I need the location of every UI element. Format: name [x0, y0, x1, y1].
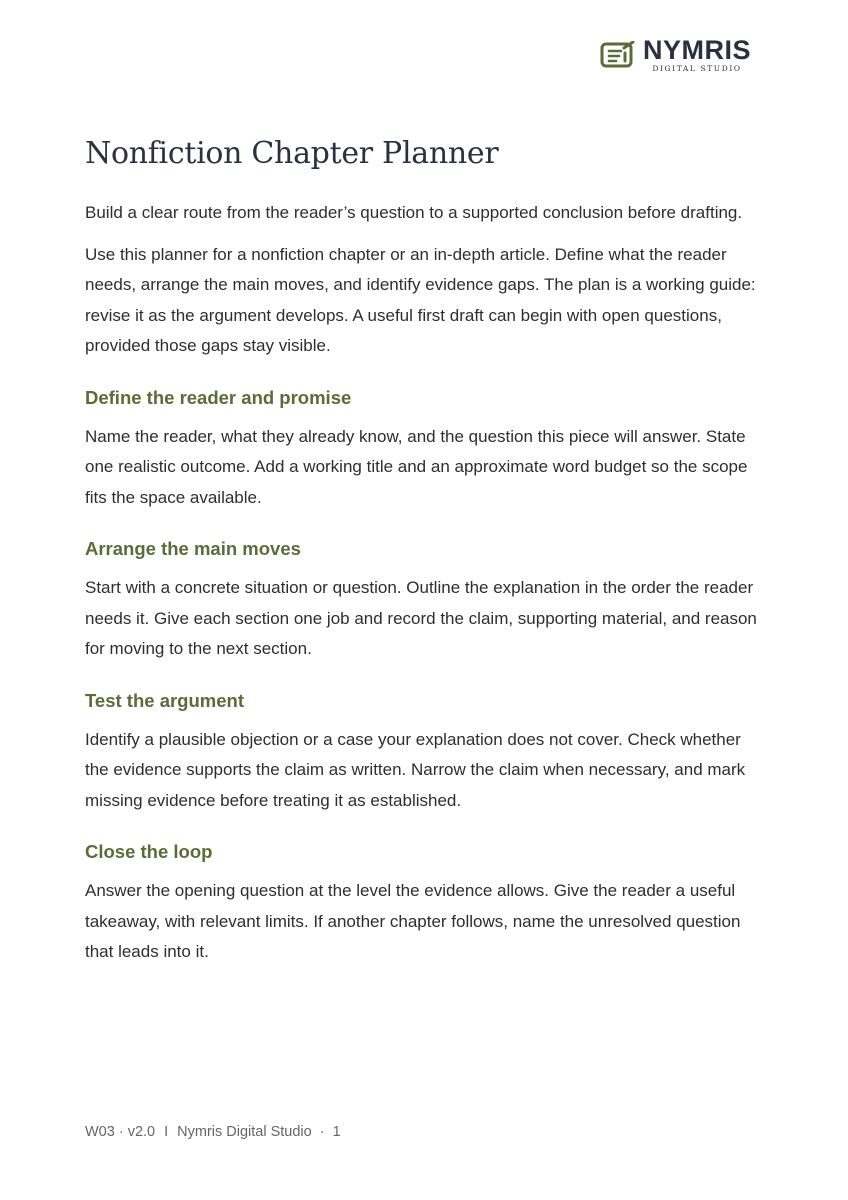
section-heading: Arrange the main moves [85, 538, 301, 560]
footer-page-number: 1 [332, 1124, 341, 1140]
footer-separator: I [164, 1124, 169, 1140]
section-test-argument [85, 689, 765, 817]
section-body: Answer the opening question at the level the evidence allows. Give the reader a useful takeaway, with relevant limits. If another chapter follows, name the unresolved question that leads into it. [85, 881, 741, 962]
notebook-logo-icon [600, 41, 636, 69]
logo-text [643, 37, 751, 73]
section-main-moves [85, 537, 765, 665]
section-heading: Test the argument [85, 689, 244, 711]
section-body: Name the reader, what they already know, and the question this piece will answer. State one realistic outcome. Add a working title and an approximate word budget so the scope fits the space available. [85, 426, 748, 507]
intro-paragraph-2: Use this planner for a nonfiction chapter or an in-depth article. Define what the reader needs, arrange the main moves, and identify evidence gaps. The plan is a working guide: revise it as the argument develops. A useful first draft can begin with open questions, provided those gaps stay visible. [85, 244, 756, 355]
section-body: Start with a concrete situation or question. Outline the explanation in the order the reader needs it. Give each section one job and record the claim, supporting material, and reason for moving to the next section. [85, 578, 757, 659]
logo-wordmark: NYMRIS [643, 35, 752, 65]
section-reader-promise [85, 386, 765, 514]
brand-logo [600, 37, 751, 73]
page-footer [85, 1124, 341, 1140]
logo-tagline: DIGITAL STUDIO [652, 64, 742, 73]
section-heading: Define the reader and promise [85, 386, 352, 408]
footer-dot: · [319, 1124, 325, 1140]
footer-studio-name: Nymris Digital Studio [177, 1124, 312, 1140]
section-body: Identify a plausible objection or a case your explanation does not cover. Check whether the evidence supports the claim as written. Narrow the claim when necessary, and mark missing evidence before treating it as established. [85, 729, 746, 810]
document-body [85, 136, 765, 979]
section-heading: Close the loop [85, 841, 213, 863]
page-title: Nonfiction Chapter Planner [85, 136, 499, 171]
intro-paragraph-1: Build a clear route from the reader’s question to a supported conclusion before drafting. [85, 203, 743, 222]
section-close-loop [85, 840, 765, 968]
footer-doc-code: W03 · v2.0 [85, 1124, 156, 1140]
